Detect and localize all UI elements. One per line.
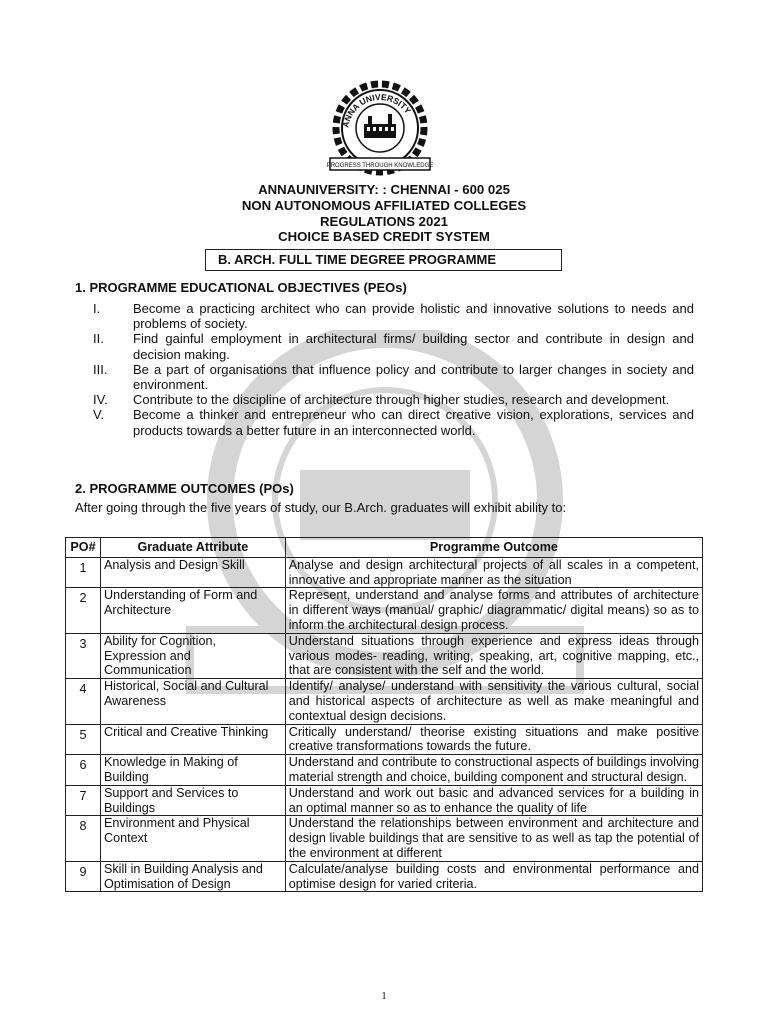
peo-text: Become a practicing architect who can provide holistic and innovative solutions to needs and problems of society. <box>133 301 694 332</box>
po-number: 8 <box>66 816 101 861</box>
header-regulations: REGULATIONS 2021 <box>320 213 448 229</box>
po-attribute: Ability for Cognition, Expression and Communication <box>100 633 285 678</box>
logo-motto: PROGRESS THROUGH KNOWLEDGE <box>326 163 434 169</box>
po-attribute: Critical and Creative Thinking <box>100 724 285 755</box>
po-number: 9 <box>66 861 101 892</box>
po-number: 4 <box>66 679 101 724</box>
peo-number: I. <box>93 301 101 316</box>
page-number: 1 <box>381 990 387 1002</box>
table-row <box>66 755 703 786</box>
header-po-number: PO# <box>66 538 101 558</box>
peo-number: III. <box>93 361 108 377</box>
table-row <box>66 785 703 816</box>
peo-item <box>93 362 694 392</box>
po-number: 7 <box>66 785 101 816</box>
po-attribute: Knowledge in Making of Building <box>100 755 285 786</box>
table-header-row <box>66 538 703 558</box>
po-outcome: Represent, understand and analyse forms and attributes of architecture in different ways (manual/ graphic/ diagrammatic/ digital means) so as to inform the architectural design process. <box>285 588 702 633</box>
degree-title-box: B. ARCH. FULL TIME DEGREE PROGRAMME <box>205 249 562 271</box>
po-outcome: Understand and contribute to constructional aspects of buildings involving material strength and choice, building component and structural design. <box>285 755 702 786</box>
po-number: 1 <box>66 557 101 588</box>
po-section-title: 2. PROGRAMME OUTCOMES (POs) <box>75 481 294 496</box>
table-row <box>66 679 703 724</box>
table-row <box>66 588 703 633</box>
po-attribute: Environment and Physical Context <box>100 816 285 861</box>
po-attribute: Skill in Building Analysis and Optimisation of Design <box>100 861 285 892</box>
document-header <box>0 182 768 245</box>
header-colleges: NON AUTONOMOUS AFFILIATED COLLEGES <box>241 197 527 213</box>
peo-section-title: 1. PROGRAMME EDUCATIONAL OBJECTIVES (PEOs) <box>75 280 407 295</box>
po-number: 6 <box>66 755 101 786</box>
header-graduate-attribute: Graduate Attribute <box>100 538 285 558</box>
po-attribute: Support and Services to Buildings <box>100 785 285 816</box>
university-logo <box>318 80 442 176</box>
peo-text: Contribute to the discipline of architecture through higher studies, research and development. <box>133 392 670 408</box>
peo-item <box>93 407 694 437</box>
peo-item <box>93 331 694 361</box>
po-attribute: Analysis and Design Skill <box>100 557 285 588</box>
po-outcome: Identify/ analyse/ understand with sensitivity the various cultural, social and historical aspects of architecture as well as make meaningful and contextual design decisions. <box>285 679 702 724</box>
po-attribute: Historical, Social and Cultural Awareness <box>100 679 285 724</box>
programme-outcomes-table <box>65 537 703 892</box>
peo-text: Become a thinker and entrepreneur who can direct creative vision, explorations, services and products towards a better future in an interconnected world. <box>133 407 694 438</box>
peo-number: IV. <box>93 392 108 408</box>
header-university: ANNAUNIVERSITY: : CHENNAI - 600 025 <box>258 182 510 197</box>
po-outcome: Understand and work out basic and advanced services for a building in an optimal manner so as to enhance the quality of life <box>285 785 702 816</box>
peo-text: Find gainful employment in architectural firms/ building sector and contribute in design and decision making. <box>133 331 694 362</box>
table-row <box>66 724 703 755</box>
peo-list <box>93 301 694 438</box>
header-credit-system: CHOICE BASED CREDIT SYSTEM <box>278 229 490 245</box>
peo-number: II. <box>93 331 104 347</box>
table-row <box>66 816 703 861</box>
peo-number: V. <box>93 407 105 423</box>
peo-item <box>93 392 694 407</box>
po-outcome: Critically understand/ theorise existing situations and make positive creative transformations towards the future. <box>285 724 702 755</box>
po-outcome: Understand the relationships between environment and architecture and design livable buildings that are sensitive to as well as tap the potential of the environment at different <box>285 816 702 861</box>
po-number: 3 <box>66 633 101 678</box>
po-number: 5 <box>66 724 101 755</box>
po-intro: After going through the five years of study, our B.Arch. graduates will exhibit ability to: <box>75 500 567 515</box>
table-row <box>66 557 703 588</box>
peo-item <box>93 301 694 331</box>
po-number: 2 <box>66 588 101 633</box>
table-row <box>66 633 703 678</box>
header-programme-outcome: Programme Outcome <box>285 538 702 558</box>
po-outcome: Understand situations through experience and express ideas through various modes- reading, writing, speaking, art, cognitive mapping, etc., that are consistent with the self and the world. <box>285 633 702 678</box>
peo-text: Be a part of organisations that influence policy and contribute to larger changes in society and environment. <box>133 361 694 393</box>
po-outcome: Analyse and design architectural projects of all scales in a competent, innovative and appropriate manner as the situation <box>285 557 702 588</box>
table-row <box>66 861 703 892</box>
po-outcome: Calculate/analyse building costs and environmental performance and optimise design for varied criteria. <box>285 861 702 892</box>
po-attribute: Understanding of Form and Architecture <box>100 588 285 633</box>
logo-arc-text: ANNA UNIVERSITY <box>340 91 414 129</box>
